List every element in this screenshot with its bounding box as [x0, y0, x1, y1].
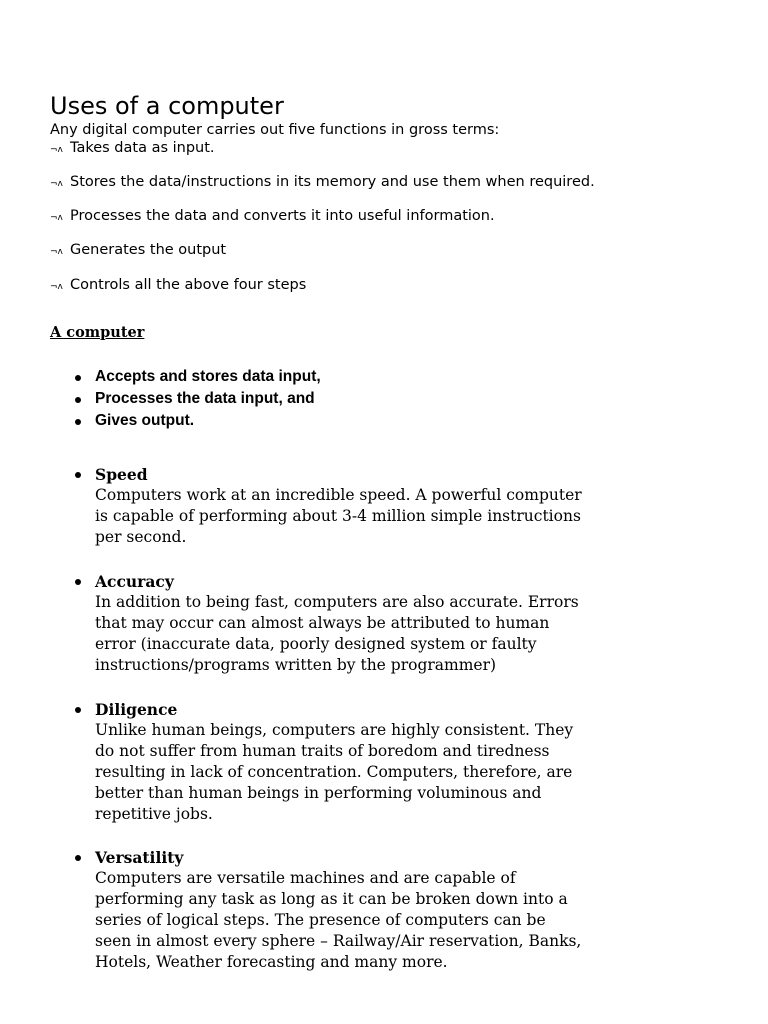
feature-diligence: [95, 699, 595, 825]
bullet-icon: [75, 855, 81, 861]
feature-line: per second.: [95, 528, 187, 546]
function-item: [50, 139, 215, 159]
feature-heading: Diligence: [95, 700, 178, 719]
list-marker-icon: ¬ʌ: [50, 247, 63, 257]
list-marker-icon: ¬ʌ: [50, 213, 63, 223]
feature-line: Hotels, Weather forecasting and many more.: [95, 953, 448, 971]
function-text: Processes the data and converts it into useful information.: [70, 208, 495, 224]
feature-line: that may occur can almost always be attributed to human: [95, 614, 550, 632]
feature-line: is capable of performing about 3-4 million simple instructions: [95, 507, 581, 525]
bullet-icon: [75, 472, 81, 478]
section-subheading: A computer: [50, 324, 145, 341]
feature-line: Computers work at an incredible speed. A powerful computer: [95, 486, 582, 504]
feature-heading: Accuracy: [95, 572, 174, 591]
function-item: [50, 207, 495, 227]
feature-heading: Versatility: [95, 848, 184, 867]
function-text: Controls all the above four steps: [70, 277, 307, 293]
feature-line: performing any task as long as it can be broken down into a: [95, 890, 568, 908]
list-marker-icon: ¬ʌ: [50, 145, 63, 155]
page-title: Uses of a computer: [50, 92, 284, 120]
function-text: Takes data as input.: [70, 140, 215, 156]
function-text: Generates the output: [70, 242, 227, 258]
feature-line: better than human beings in performing voluminous and: [95, 784, 542, 802]
feature-speed: [95, 464, 595, 548]
bullet-icon: [75, 375, 81, 381]
feature-accuracy: [95, 571, 595, 676]
feature-line: error (inaccurate data, poorly designed system or faulty: [95, 635, 537, 653]
feature-line: resulting in lack of concentration. Computers, therefore, are: [95, 763, 573, 781]
bullet-icon: [75, 419, 81, 425]
feature-line: seen in almost every sphere – Railway/Air reservation, Banks,: [95, 932, 582, 950]
feature-line: instructions/programs written by the programmer): [95, 656, 497, 674]
feature-line: Unlike human beings, computers are highly consistent. They: [95, 721, 574, 739]
list-marker-icon: ¬ʌ: [50, 179, 63, 189]
bullet-icon: [75, 397, 81, 403]
function-text: Stores the data/instructions in its memory and use them when required.: [70, 174, 595, 190]
function-item: [50, 173, 595, 193]
feature-line: series of logical steps. The presence of computers can be: [95, 911, 546, 929]
feature-line: do not suffer from human traits of boredom and tiredness: [95, 742, 550, 760]
list-marker-icon: ¬ʌ: [50, 282, 63, 292]
computer-point: Gives output.: [95, 412, 195, 429]
feature-line: repetitive jobs.: [95, 805, 213, 823]
intro-text: Any digital computer carries out five functions in gross terms:: [50, 122, 500, 138]
bullet-icon: [75, 707, 81, 713]
function-item: [50, 276, 306, 296]
feature-heading: Speed: [95, 465, 148, 484]
computer-point: Processes the data input, and: [95, 390, 315, 407]
computer-point: Accepts and stores data input,: [95, 368, 321, 385]
bullet-icon: [75, 579, 81, 585]
feature-versatility: [95, 847, 595, 973]
feature-line: Computers are versatile machines and are capable of: [95, 869, 516, 887]
function-item: [50, 241, 226, 261]
feature-line: In addition to being fast, computers are also accurate. Errors: [95, 593, 579, 611]
